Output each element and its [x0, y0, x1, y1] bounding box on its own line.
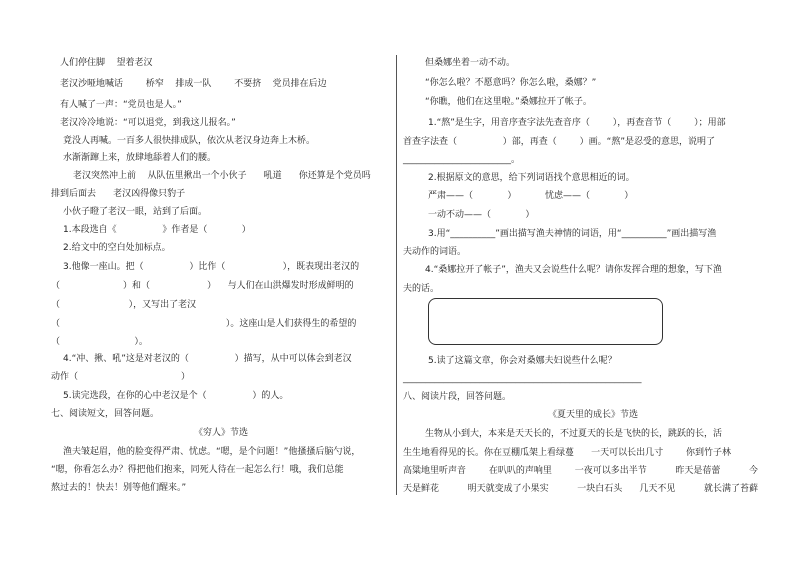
text-line: 熬过去的！快去！别等他们醒来。” [51, 483, 187, 493]
text-line: 老汉沙哑地喊话 桥窄 排成一队 不要挤 党员排在后边 [60, 79, 327, 89]
text-line: 老汉突然冲上前 从队伍里揪出一个小伙子 吼道 你还算是个党员吗 [73, 171, 371, 181]
text-line: 排到后面去 老汉凶得像只豹子 [51, 189, 186, 199]
question-5: 5.读完选段，在你的心中老汉是个（ ）的人。 [63, 391, 289, 401]
text-line: 水渐渐蹿上来，放肆地舔着人们的腰。 [63, 153, 217, 163]
text-line: （ ），又写出了老汉 [51, 300, 197, 310]
question-3: 3.用“__________”画出描写渔夫神情的词语，用“__________”画出描写渔 [428, 229, 717, 239]
question-2: 2.根据原文的意思，给下列词语找个意思相近的词。 [428, 173, 635, 183]
text-line: 高粱地里听声音 在叭叭的声响里 一夜可以多出半节 昨天是蓓蕾 今 [403, 466, 758, 476]
text-line: 夫的话。 [403, 284, 440, 294]
text-line: 生生地看得见的长。你在豆棚瓜架上看绿蔓 一天可以长出几寸 你到竹子林 [403, 448, 732, 458]
text-line: （ ）。 [51, 337, 148, 347]
question-1: 1.本段选自《 》作者是（ ） [63, 225, 251, 235]
text-line: 首查字法查（ ）部，再查（ ）画。“熬”是忍受的意思，说明了 [403, 137, 715, 147]
text-line: （ ）和（ ） 与人们在山洪爆发时形成鲜明的 [51, 281, 354, 291]
text-line: 小伙子瞪了老汉一眼，站到了后面。 [63, 207, 208, 217]
text-line: “你瞧，他们在这里啦。”桑娜拉开了帐子。 [425, 97, 592, 107]
text-line: 有人喊了一声：“党员也是人。” [60, 100, 182, 110]
answer-blank: ________________________。 [403, 155, 521, 165]
text-line: 夫动作的词语。 [403, 247, 467, 257]
text-line: 严肃——（ ） 忧虑——（ ） [428, 191, 634, 201]
text-line: 一动不动——（ ） [428, 210, 535, 220]
text-line: 竟没人再喊。一百多人很快排成队，依次从老汉身边奔上木桥。 [63, 136, 316, 146]
column-divider [396, 55, 397, 495]
text-line: 但桑娜坐着一动不动。 [425, 58, 516, 68]
answer-blank: _____________________________________________________ [403, 374, 642, 384]
question-1: 1.“熬”是生字，用音序查字法先查音序（ ），再查音节（ ）；用部 [428, 118, 726, 128]
question-5: 5.读了这篇文章，你会对桑娜夫妇说些什么呢？ [428, 356, 617, 366]
question-2: 2.给文中的空白处加标点。 [63, 243, 171, 253]
question-4: 4.“桑娜拉开了帐子”，渔夫又会说些什么呢？请你发挥合理的想象，写下渔 [425, 265, 722, 275]
text-line: 生物从小到大，本来是天天长的，不过夏天的长是飞快的长，跳跃的长，活 [425, 429, 723, 439]
text-line: “你怎么啦？不愿意吗？你怎么啦，桑娜？” [425, 78, 597, 88]
section-heading: 七、阅读短文，回答问题。 [51, 409, 160, 419]
question-4: 4.“冲、揪、吼”这是对老汉的（ ）描写，从中可以体会到老汉 [63, 354, 352, 364]
answer-box[interactable] [428, 298, 663, 345]
text-line: 天是鲜花 明天就变成了小果实 一块白石头 几天不见 就长满了苔藓 [403, 484, 758, 494]
text-line: “嗯，你看怎么办？得把他们抱来，同死人待在一起怎么行！哦，我们总能 [51, 465, 344, 475]
text-line: （ ）。这座山是人们获得生的希望的 [51, 319, 357, 329]
passage-title: 《穷人》节选 [193, 428, 248, 438]
text-line: 老汉冷冷地说：“可以退党，到我这儿报名。” [60, 118, 236, 128]
section-heading: 八、阅读片段，回答问题。 [403, 392, 512, 402]
question-3: 3.他像一座山。把（ ）比作（ ），既表现出老汉的 [63, 262, 360, 272]
text-line: 人们停住脚 望着老汉 [60, 58, 153, 68]
passage-title: 《夏天里的成长》节选 [547, 410, 638, 420]
text-line: 渔夫皱起眉，他的脸变得严肃、忧虑。“嗯，是个问题！”他搔搔后脑勺说， [63, 447, 361, 457]
text-line: 动作（ ） [51, 372, 190, 382]
